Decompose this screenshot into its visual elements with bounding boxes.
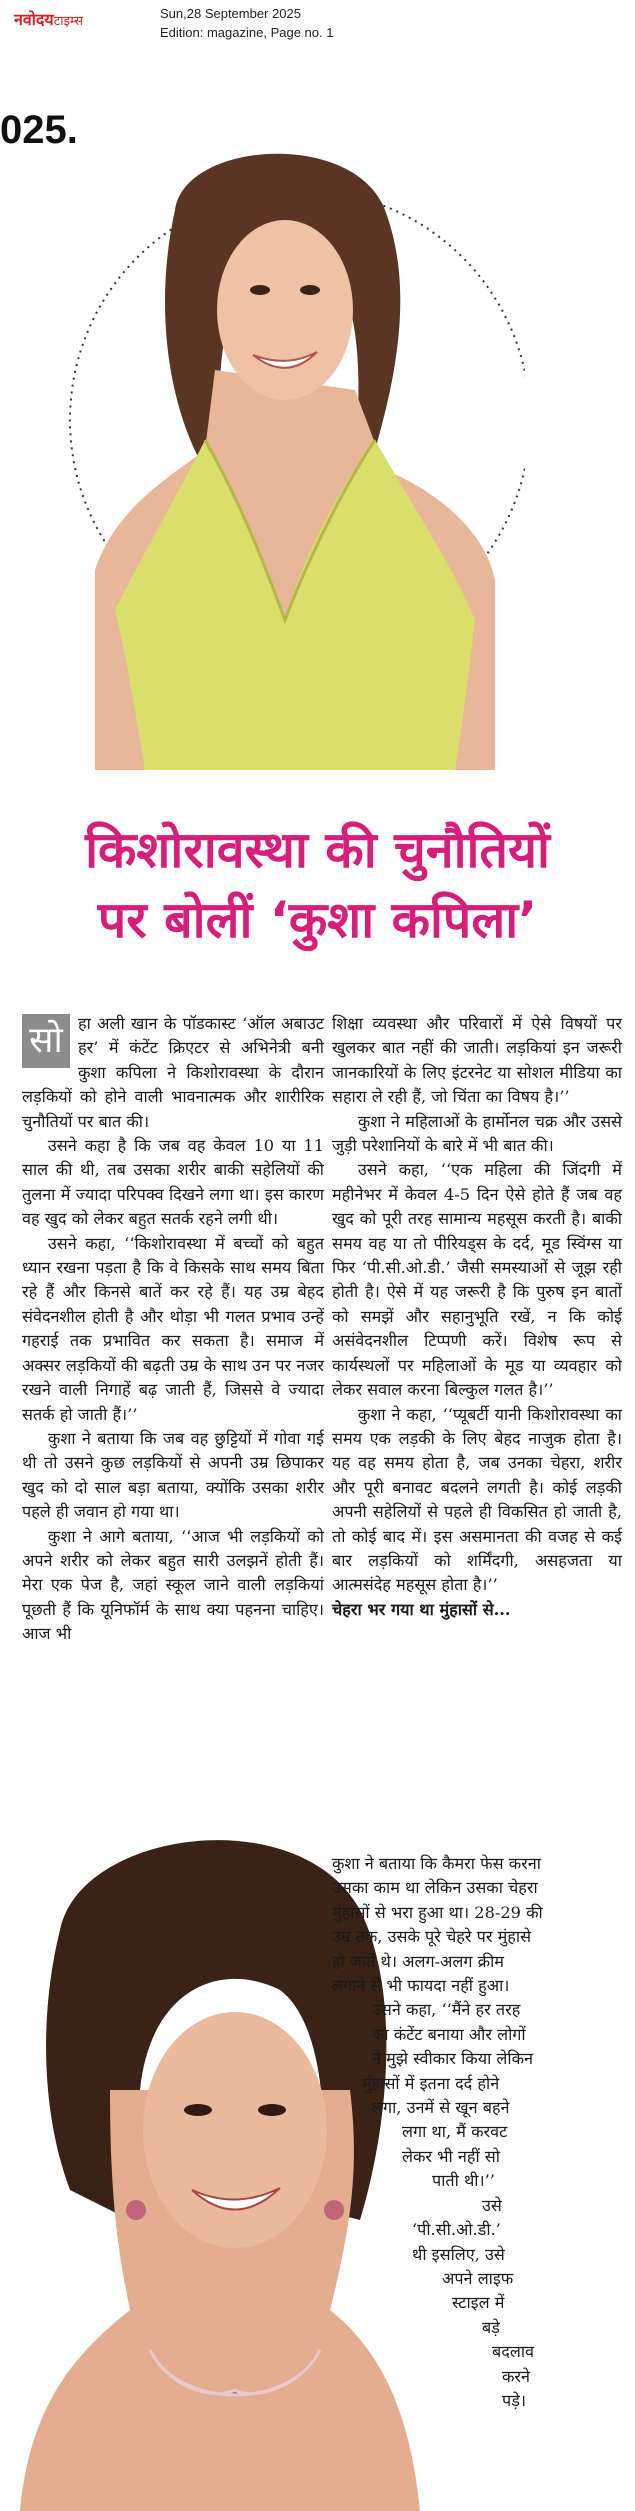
text-line: हो जाते थे। अलग-अलग क्रीम bbox=[332, 1951, 504, 1971]
text-line: उसे bbox=[482, 2195, 502, 2215]
text-line: पड़े। bbox=[502, 2390, 526, 2410]
paragraph: उसने कहा, ‘‘एक महिला की जिंदगी में महीनेभर में केवल 4-5 दिन ऐसे होते हैं जब वह खुद को पूरी तरह सामान्य महसूस करती है। बाकी समय वह या तो पीरियड्स के दर्द, मूड स्विंग्स या फिर ‘पी.सी.ओ.डी.’ जैसी समस्याओं से जूझ रही होती है। ऐसे में यह जरूरी है कि पुरुष इन बातों को समझें और सहानुभूति रखें, न कि कोई असंवेदनशील टिप्पणी करें। विशेष रूप से कार्यस्थलों पर महिलाओं के मूड या व्यवहार को लेकर सवाल करना बिल्कुल गलत है।’’ bbox=[332, 1160, 622, 1400]
face bbox=[217, 220, 353, 400]
paragraph: कुशा ने महिलाओं के हार्मोनल चक्र और उससे जुड़ी परेशानियों के बारे में भी बात की। bbox=[332, 1111, 622, 1156]
edition-meta bbox=[160, 4, 333, 42]
text-line: उसने कहा, ‘‘मैंने हर तरह bbox=[372, 2000, 521, 2020]
text-line: उम्र तक, उसके पूरे चेहरे पर मुंहासे bbox=[332, 1927, 532, 1947]
text-line: पाती थी।’’ bbox=[432, 2171, 495, 2191]
headline-line-1: किशोरावस्था की चुनौतियों bbox=[85, 821, 550, 879]
text-line: कुशा ने बताया कि कैमरा फेस करना bbox=[332, 1854, 541, 1873]
article-column-1 bbox=[22, 1012, 324, 1647]
text-line: मुंहासों से भरा हुआ था। 28-29 की bbox=[332, 1902, 543, 1922]
edition-date: Sun,28 September 2025 bbox=[160, 6, 301, 21]
hero-portrait-image bbox=[55, 150, 525, 770]
text-line: बदलाव bbox=[492, 2342, 535, 2362]
left-eye-2 bbox=[184, 2104, 212, 2116]
left-earring bbox=[126, 2200, 146, 2220]
text-line: बड़े bbox=[482, 2317, 500, 2337]
masthead-bar bbox=[0, 0, 635, 48]
paragraph: हा अली खान के पॉडकास्ट ‘ऑल अबाउट हर’ में कंटेंट क्रिएटर से अभिनेत्री बनी कुशा कपिला ने किशोरावस्था के दौरान लड़कियों को होने वाली भावनात्मक और शारीरिक चुनौतियों पर बात की। bbox=[22, 1014, 324, 1131]
text-line: ‘पी.सी.ओ.डी.’ bbox=[412, 2220, 501, 2240]
text-line: का कंटेंट बनाया और लोगों bbox=[372, 2024, 526, 2044]
text-line: ने मुझे स्वीकार किया लेकिन bbox=[372, 2049, 534, 2069]
logo-main: नवोदय bbox=[14, 10, 54, 29]
paragraph: शिक्षा व्यवस्था और परिवारों में ऐसे विषयों पर खुलकर बात नहीं की जाती। लड़कियां इन जरूरी जानकारियों के लिए इंटरनेट या सोशल मीडिया का सहारा ले रही हैं, जो चिंता का विषय है।’’ bbox=[332, 1014, 622, 1107]
paragraph: कुशा ने आगे बताया, ‘‘आज भी लड़कियों को अपने शरीर को लेकर बहुत सारी उलझनें होती हैं। मेरा एक पेज है, जहां स्कूल जाने वाली लड़कियां पूछती हैं कि यूनिफॉर्म के साथ क्या पहनना चाहिए। आज भी bbox=[22, 1526, 324, 1644]
paragraph: उसने कहा, ‘‘किशोरावस्था में बच्चों को बहुत ध्यान रखना पड़ता है कि वे किसके साथ समय बिता रहे हैं और किनसे बातें कर रहे हैं। यह उम्र बेहद संवेदनशील होती है और थोड़ा भी गलत प्रभाव उन्हें गहराई तक प्रभावित कर सकता है। समाज में अक्सर लड़कियों की बढ़ती उम्र के साथ उन पर नजर रखने वाली निगाहें बढ़ जाती हैं, जिससे वे ज्यादा सतर्क हो जाती हैं।’’ bbox=[22, 1233, 324, 1424]
logo-sub: टाइम्स bbox=[53, 14, 84, 29]
edition-page: Edition: magazine, Page no. 1 bbox=[160, 25, 334, 40]
text-line: लगा, उनमें से खून बहने bbox=[372, 2098, 510, 2118]
paragraph: कुशा ने कहा, ‘‘प्यूबर्टी यानी किशोरावस्था का समय एक लड़की के लिए बेहद नाजुक होता है। यह वह समय होता है, जब उनका चेहरा, शरीर और पूरी बनावट बदलने लगती है। कोई लड़की अपनी सहेलियों से पहले ही विकसित हो जाती है, तो कोई बाद में। इस असमानता की वजह से कई बार लड़कियों को शर्मिंदगी, असहजता या आत्मसंदेह महसूस होता है।’’ bbox=[332, 1404, 622, 1595]
text-line: स्टाइल में bbox=[452, 2293, 505, 2313]
paragraph-wrapped-1 bbox=[332, 1852, 622, 1998]
article-column-3 bbox=[332, 1852, 622, 2413]
right-eye bbox=[300, 285, 320, 295]
left-eye bbox=[250, 285, 270, 295]
headline-line-2: पर बोलीं ‘कुशा कपिला’ bbox=[97, 891, 538, 949]
text-line: अपने लाइफ bbox=[442, 2268, 514, 2288]
text-line: मुंहासों में इतना दर्द होने bbox=[362, 2073, 500, 2093]
text-line: लेकर भी नहीं सो bbox=[402, 2146, 500, 2166]
paragraph-wrapped-2 bbox=[332, 1998, 622, 2413]
text-line: उसका काम था लेकिन उसका चेहरा bbox=[332, 1878, 538, 1898]
text-line: लगा था, मैं करवट bbox=[402, 2122, 508, 2142]
text-line: थी इसलिए, उसे bbox=[412, 2244, 505, 2264]
face-2 bbox=[143, 2012, 327, 2248]
right-eye-2 bbox=[258, 2104, 286, 2116]
section-subhead: चेहरा भर गया था मुंहासों से... bbox=[332, 1599, 511, 1619]
article-column-2 bbox=[332, 1012, 622, 1622]
text-line: लगाने से भी फायदा नहीं हुआ। bbox=[332, 1976, 510, 1996]
dropcap: सो bbox=[22, 1014, 70, 1068]
article-headline bbox=[0, 815, 635, 955]
newspaper-logo[interactable] bbox=[14, 8, 83, 30]
text-line: करने bbox=[502, 2366, 531, 2386]
paragraph: उसने कहा है कि जब वह केवल 10 या 11 साल की थी, तब उसका शरीर बाकी सहेलियों की तुलना में ज्यादा परिपक्व दिखने लगा था। इस कारण वह खुद को लेकर बहुत सतर्क रहने लगी थी। bbox=[22, 1136, 324, 1229]
paragraph: कुशा ने बताया कि जब वह छुट्टियों में गोवा गई थी तो उसने कुछ लड़कियों से अपनी उम्र छिपाकर खुद को दो साल बड़ा बताया, क्योंकि उसका शरीर पहले ही जवान हो गया था। bbox=[22, 1428, 324, 1522]
year-fragment: 025. bbox=[0, 108, 78, 152]
